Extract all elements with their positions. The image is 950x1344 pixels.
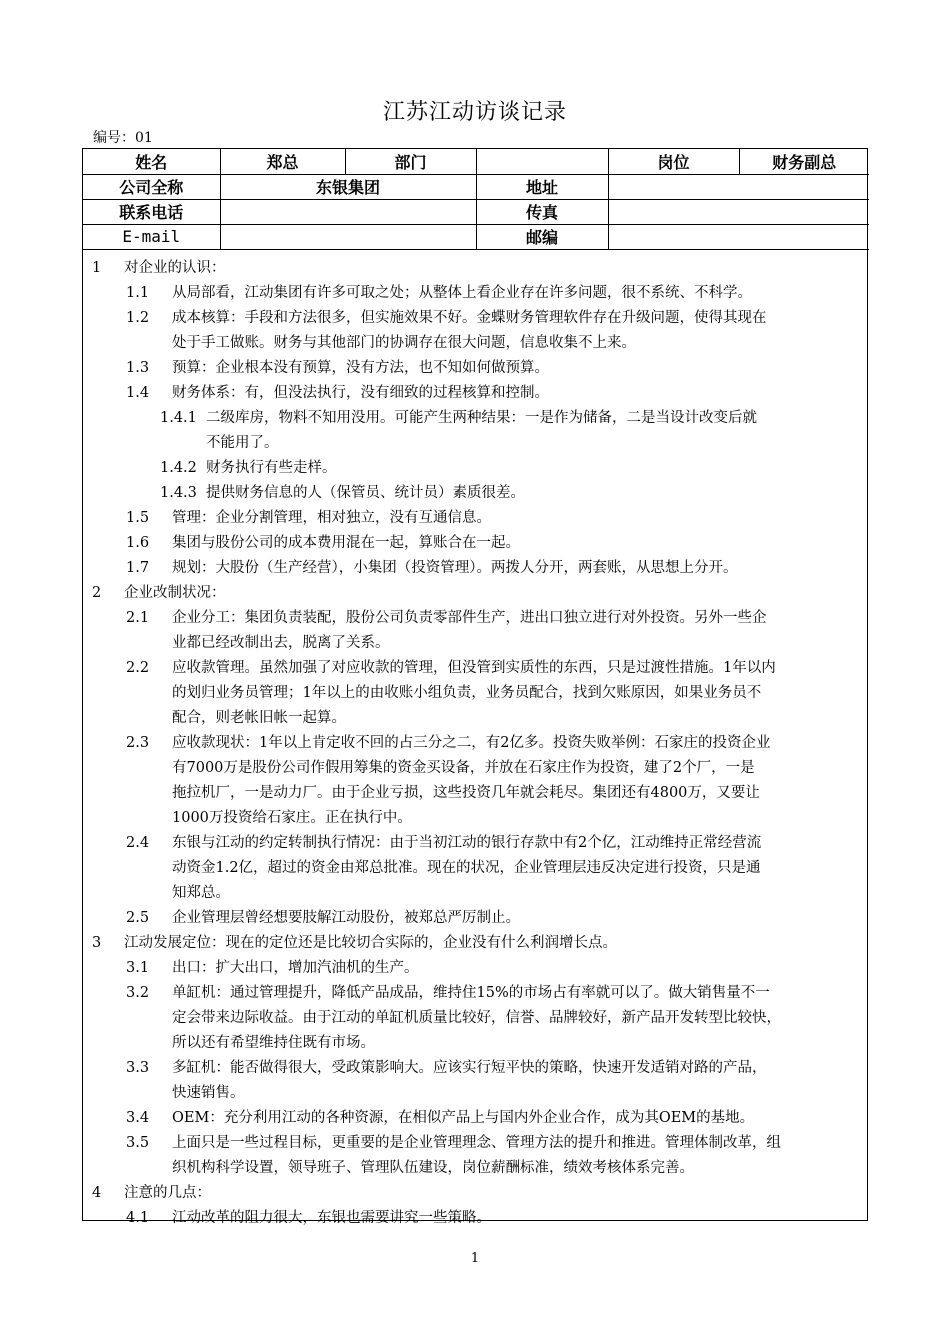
item-text-line: 注意的几点： xyxy=(124,1185,211,1201)
item-number: 1.4.3 xyxy=(160,485,197,501)
item-number: 2.1 xyxy=(126,610,150,626)
item-number: 1.6 xyxy=(126,535,150,551)
item-number: 3.3 xyxy=(126,1060,150,1076)
serial-number: 编号：01 xyxy=(93,130,153,146)
item-number: 2.2 xyxy=(126,660,150,676)
item-text-line: 企业管理层曾经想要肢解江动股份，被郑总严厉制止。 xyxy=(172,910,520,926)
dept-value[interactable] xyxy=(476,149,608,174)
item-text-line: 所以还有希望维持住既有市场。 xyxy=(172,1035,375,1051)
name-value[interactable]: 郑总 xyxy=(220,149,345,174)
item-text-line: 企业分工：集团负责装配，股份公司负责零部件生产，进出口独立进行对外投资。另外一些企 xyxy=(172,610,767,626)
info-row xyxy=(83,199,869,224)
item-text-line: 集团与股份公司的成本费用混在一起，算账合在一起。 xyxy=(172,535,520,551)
address-label: 地址 xyxy=(476,174,608,199)
item-number: 1.2 xyxy=(126,310,150,326)
item-number: 3.5 xyxy=(126,1135,150,1151)
item-number: 3.4 xyxy=(126,1110,150,1126)
item-number: 3.2 xyxy=(126,985,150,1001)
item-text-line: 织机构科学设置，领导班子、管理队伍建设，岗位薪酬标准，绩效考核体系完善。 xyxy=(172,1160,694,1176)
email-label: E-mail xyxy=(83,224,220,249)
item-number: 1.7 xyxy=(126,560,150,576)
item-text-line: 预算：企业根本没有预算，没有方法，也不知如何做预算。 xyxy=(172,360,549,376)
item-number: 2.4 xyxy=(126,835,150,851)
item-text-line: 财务体系：有，但没法执行，没有细致的过程核算和控制。 xyxy=(172,385,549,401)
item-text-line: 有7000万是股份公司作假用筹集的资金买设备，并放在石家庄作为投资，建了2个厂，一是 xyxy=(172,760,755,776)
position-value[interactable]: 财务副总 xyxy=(739,149,869,174)
zip-label: 邮编 xyxy=(476,224,608,249)
info-table xyxy=(83,149,869,250)
item-text-line: 企业改制状况： xyxy=(124,585,226,601)
item-text-line: 知郑总。 xyxy=(172,885,230,901)
item-text-line: 的划归业务员管理；1年以上的由收账小组负责，业务员配合，找到欠账原因，如果业务员不 xyxy=(172,685,762,701)
item-text-line: 上面只是一些过程目标，更重要的是企业管理理念、管理方法的提升和推进。管理体制改革，组 xyxy=(172,1135,781,1151)
interview-form xyxy=(82,148,868,1226)
item-text-line: 动资金1.2亿，超过的资金由郑总批准。现在的状况，企业管理层违反决定进行投资，只是通 xyxy=(172,860,761,876)
item-text-line: 从局部看，江动集团有许多可取之处；从整体上看企业存在许多问题，很不系统、不科学。 xyxy=(172,285,752,301)
item-text-line: 江动改革的阻力很大，东银也需要讲究一些策略。 xyxy=(172,1210,491,1226)
item-text-line: 应收款管理。虽然加强了对应收款的管理，但没管到实质性的东西，只是过渡性措施。1年以内 xyxy=(172,660,776,676)
fax-label: 传真 xyxy=(476,199,608,224)
item-text-line: 对企业的认识： xyxy=(124,260,226,276)
item-text-line: 单缸机：通过管理提升，降低产品成品，维持住15%的市场占有率就可以了。做大销售量不一 xyxy=(172,985,770,1001)
item-number: 1 xyxy=(92,260,102,276)
item-text-line: 快速销售。 xyxy=(172,1085,245,1101)
item-text-line: 东银与江动的约定转制执行情况：由于当初江动的银行存款中有2个亿，江动维持正常经营流 xyxy=(172,835,762,851)
item-text-line: 出口：扩大出口，增加汽油机的生产。 xyxy=(172,960,419,976)
item-number: 1.3 xyxy=(126,360,150,376)
item-number: 1.5 xyxy=(126,510,150,526)
info-row xyxy=(83,149,869,174)
company-label: 公司全称 xyxy=(83,174,220,199)
item-number: 1.1 xyxy=(126,285,150,301)
page-title: 江苏江动访谈记录 xyxy=(382,100,567,125)
item-number: 1.4.2 xyxy=(160,460,197,476)
phone-value[interactable] xyxy=(220,199,476,224)
item-text-line: OEM：充分利用江动的各种资源，在相似产品上与国内外企业合作，成为其OEM的基地。 xyxy=(172,1110,755,1126)
item-number: 3.1 xyxy=(126,960,150,976)
item-number: 3 xyxy=(92,935,102,951)
item-text-line: 江动发展定位：现在的定位还是比较切合实际的，企业没有什么利润增长点。 xyxy=(124,935,617,951)
phone-label: 联系电话 xyxy=(83,199,220,224)
name-label: 姓名 xyxy=(83,149,220,174)
info-row xyxy=(83,174,869,199)
item-text-line: 多缸机：能否做得很大，受政策影响大。应该实行短平快的策略，快速开发适销对路的产品， xyxy=(172,1060,767,1076)
item-text-line: 规划：大股份（生产经营），小集团（投资管理）。两拨人分开，两套账，从思想上分开。 xyxy=(172,560,738,576)
item-text-line: 成本核算：手段和方法很多，但实施效果不好。金蝶财务管理软件存在升级问题，使得其现在 xyxy=(172,310,767,326)
dept-label: 部门 xyxy=(345,149,476,174)
item-number: 2 xyxy=(92,585,102,601)
item-text-line: 不能用了。 xyxy=(206,435,279,451)
company-value[interactable]: 东银集团 xyxy=(220,174,476,199)
item-number: 4.1 xyxy=(126,1210,150,1226)
item-text-line: 二级库房，物料不知用没用。可能产生两种结果：一是作为储备，二是当设计改变后就 xyxy=(206,410,757,426)
item-number: 2.5 xyxy=(126,910,150,926)
item-text-line: 财务执行有些走样。 xyxy=(206,460,337,476)
item-text-line: 提供财务信息的人（保管员、统计员）素质很差。 xyxy=(206,485,525,501)
email-value[interactable] xyxy=(220,224,476,249)
item-text-line: 定会带来边际收益。由于江动的单缸机质量比较好，信誉、品牌较好，新产品开发转型比较快， xyxy=(172,1010,781,1026)
item-text-line: 1000万投资给石家庄。正在执行中。 xyxy=(172,810,412,826)
item-text-line: 业都已经改制出去，脱离了关系。 xyxy=(172,635,390,651)
position-label: 岗位 xyxy=(608,149,739,174)
item-text-line: 应收款现状：1年以上肯定收不回的占三分之二，有2亿多。投资失败举例：石家庄的投资企业 xyxy=(172,735,771,751)
fax-value[interactable] xyxy=(608,199,869,224)
item-number: 4 xyxy=(92,1185,102,1201)
address-value[interactable] xyxy=(608,174,869,199)
info-row xyxy=(83,224,869,249)
item-text-line: 处于手工做账。财务与其他部门的协调存在很大问题，信息收集不上来。 xyxy=(172,335,636,351)
item-text-line: 管理：企业分割管理，相对独立，没有互通信息。 xyxy=(172,510,491,526)
item-number: 1.4 xyxy=(126,385,150,401)
item-number: 1.4.1 xyxy=(160,410,197,426)
zip-value[interactable] xyxy=(608,224,869,249)
page-number: 1 xyxy=(470,1251,480,1266)
item-text-line: 配合，则老帐旧帐一起算。 xyxy=(172,710,346,726)
item-number: 2.3 xyxy=(126,735,150,751)
item-text-line: 拖拉机厂，一是动力厂。由于企业亏损，这些投资几年就会耗尽。集团还有4800万，又要让 xyxy=(172,785,760,801)
